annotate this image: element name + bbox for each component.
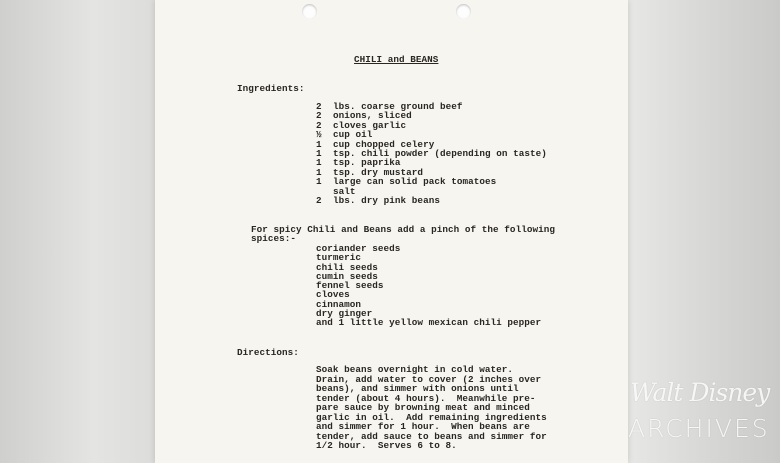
- directions-line: beans), and simmer with onions until: [316, 383, 519, 394]
- spice-item: cinnamon: [316, 298, 362, 310]
- directions-line: and simmer for 1 hour. When beans are: [316, 421, 530, 432]
- ingredient-qty: ½: [316, 129, 322, 141]
- archives-logo: ARCHIVES: [628, 414, 770, 443]
- directions-label: Directions:: [237, 347, 299, 358]
- ingredient-item: onions, sliced: [333, 110, 412, 122]
- punch-hole: [302, 4, 317, 19]
- walt-disney-logo: Walt Disney: [630, 378, 770, 407]
- ingredient-item: tsp. paprika: [333, 157, 401, 169]
- spice-item: cumin seeds: [316, 270, 378, 282]
- spices-list: [316, 244, 541, 328]
- directions-text: [316, 365, 547, 451]
- ingredient-qty: 2: [316, 101, 322, 112]
- spice-item: fennel seeds: [316, 280, 384, 292]
- directions-line: 1/2 hour. Serves 6 to 8.: [316, 440, 457, 451]
- ingredient-item: large can solid pack tomatoes: [333, 176, 497, 188]
- ingredient-item: tsp. chili powder (depending on taste): [333, 147, 547, 159]
- spice-item: turmeric: [316, 252, 362, 264]
- spicy-intro-line: spices:-: [251, 233, 297, 245]
- ingredient-item: cup chopped celery: [333, 138, 435, 150]
- ingredient-qty: 2: [316, 194, 322, 206]
- ingredient-qty: 2: [316, 110, 322, 122]
- ingredient-qty: 1: [316, 138, 322, 150]
- directions-line: pare sauce by browning meat and minced: [316, 402, 530, 413]
- ingredient-row: [316, 196, 547, 205]
- ingredients-label: Ingredients:: [237, 83, 305, 94]
- ingredient-item: tsp. dry mustard: [333, 166, 424, 178]
- directions-line: tender, add sauce to beans and simmer for: [316, 430, 547, 442]
- ingredient-item: cup oil: [333, 129, 373, 141]
- spicy-intro-line: For spicy Chili and Beans add a pinch of the following: [251, 224, 555, 235]
- recipe-title: CHILI and BEANS: [354, 54, 439, 65]
- ingredient-item: lbs. coarse ground beef: [333, 101, 463, 112]
- spice-item: coriander seeds: [316, 243, 401, 254]
- directions-line: Drain, add water to cover (2 inches over: [316, 373, 542, 385]
- spice-item: dry ginger: [316, 308, 373, 320]
- directions-line: garlic in oil. Add remaining ingredients: [316, 411, 547, 423]
- punch-hole: [456, 4, 471, 19]
- ingredient-qty: 1: [316, 176, 322, 188]
- ingredient-item: cloves garlic: [333, 119, 407, 131]
- directions-line: tender (about 4 hours). Meanwhile pre-: [316, 392, 536, 404]
- spice-item: and 1 little yellow mexican chili pepper: [316, 317, 542, 329]
- ingredient-item: lbs. dry pink beans: [333, 194, 440, 206]
- directions-line: Soak beans overnight in cold water.: [316, 364, 514, 375]
- spice-item: chili seeds: [316, 261, 378, 273]
- ingredient-qty: 1: [316, 166, 322, 178]
- ingredient-qty: 1: [316, 157, 322, 169]
- ingredient-qty: 1: [316, 147, 322, 159]
- ingredient-qty: 2: [316, 119, 322, 131]
- spicy-intro: [251, 225, 555, 244]
- recipe-page: [155, 0, 628, 463]
- ingredients-list: [316, 102, 547, 205]
- ingredient-item: salt: [333, 185, 356, 197]
- spice-item: cloves: [316, 289, 350, 301]
